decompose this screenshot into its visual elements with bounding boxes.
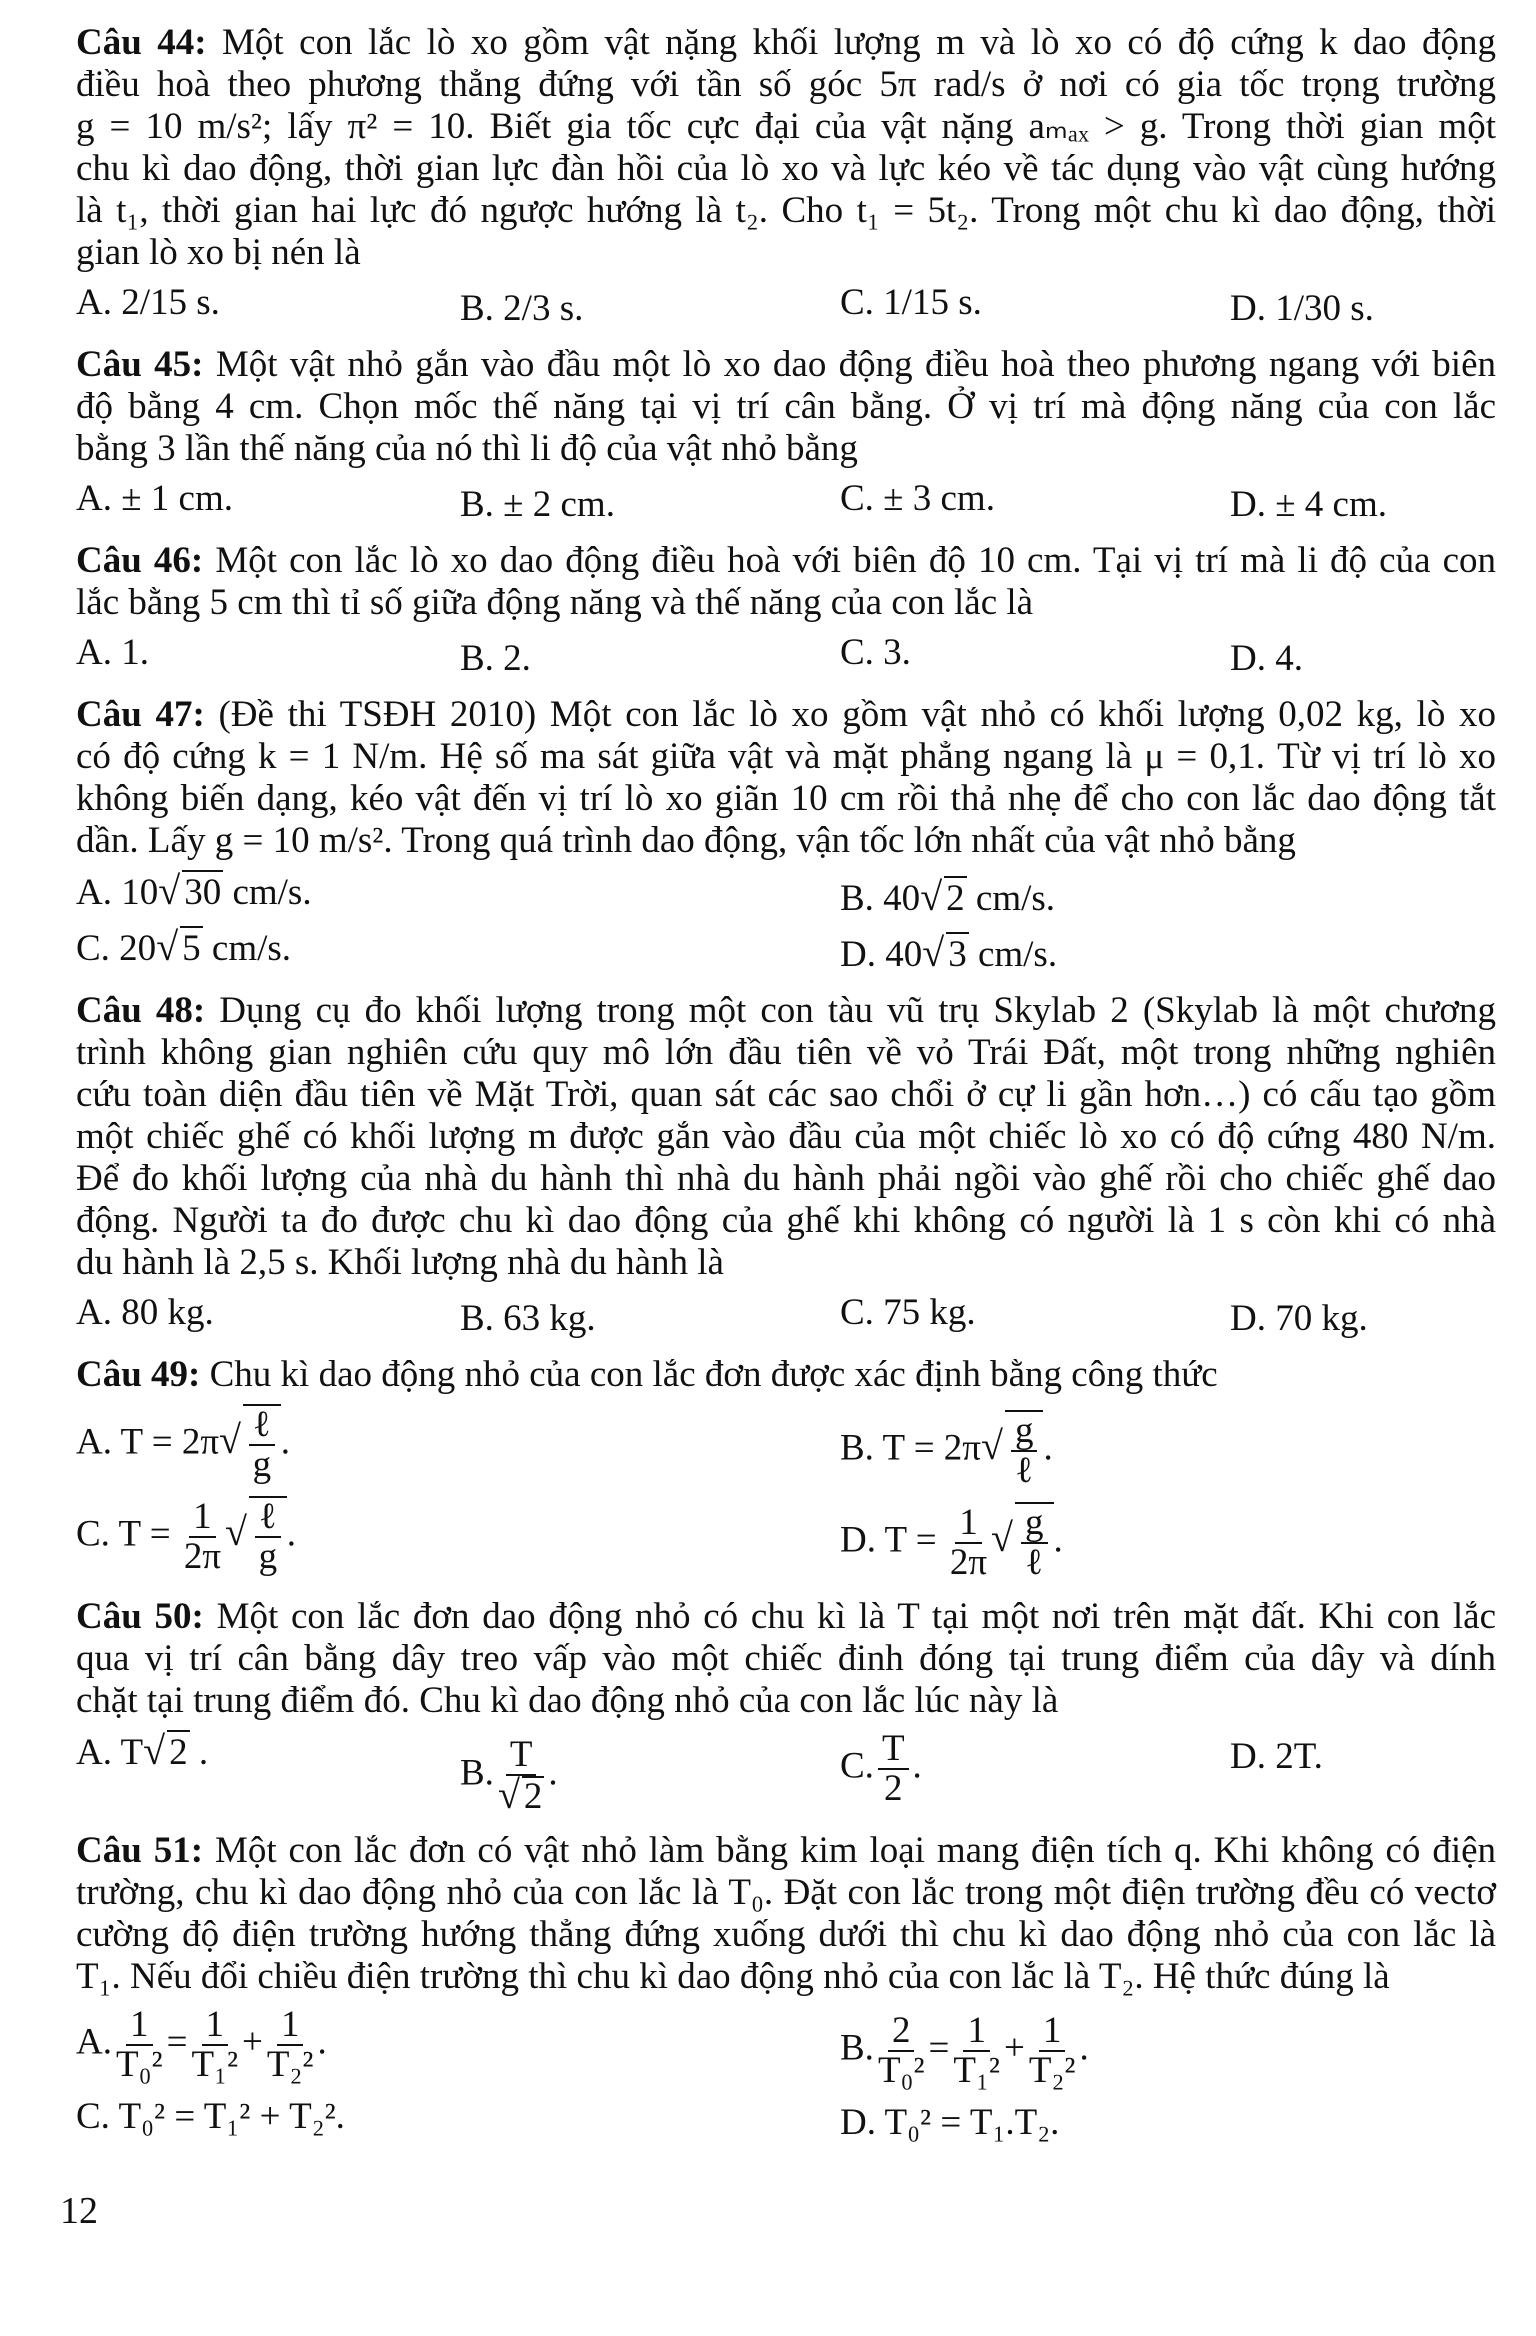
option-text: D. 1/30 s. — [1230, 288, 1374, 329]
answer-option-D[interactable] — [1230, 1298, 1368, 1340]
question-text: Chu kì dao động nhỏ của con lắc đơn được xác định bằng công thức — [209, 1354, 1218, 1395]
question-line — [76, 148, 1496, 190]
question-line — [76, 190, 1496, 232]
option-prefix: C. T₀² = T₁² + T₂². — [76, 2096, 345, 2137]
page-number: 12 — [60, 2190, 98, 2232]
answer-option-D[interactable] — [1230, 1736, 1323, 1778]
question-line — [76, 990, 1496, 1032]
fraction — [191, 2006, 238, 2084]
option-prefix: B. T = 2π — [840, 1427, 981, 1469]
question-text: Một con lắc lò xo gồm vật nặng khối lượng m và lò xo có độ cứng k dao động — [222, 22, 1496, 63]
numerator: T — [878, 1730, 909, 1770]
answer-option-C[interactable] — [76, 926, 291, 970]
option-text: A. ± 1 cm. — [76, 478, 233, 519]
numerator: g — [1011, 1412, 1038, 1452]
option-text: D. 4. — [1230, 638, 1303, 679]
denominator: 2π — [949, 1542, 988, 1583]
option-prefix: A. 10 — [76, 872, 159, 913]
question-line — [76, 64, 1496, 106]
question-text: Một con lắc đơn có vật nhỏ làm bằng kim loại mang điện tích q. Khi không có điện — [214, 1830, 1497, 1871]
question-line — [76, 22, 1496, 64]
option-text: A. 2/15 s. — [76, 282, 220, 323]
question-text: độ bằng 4 cm. Chọn mốc thế năng tại vị trí cân bằng. Ở vị trí mà động năng của con lắc — [76, 386, 1496, 427]
question-text: chặt tại trung điểm đó. Chu kì dao động nhỏ của con lắc lúc này là — [76, 1680, 1059, 1721]
option-text: C. ± 3 cm. — [840, 478, 995, 519]
question-text: Một vật nhỏ gắn vào đầu một lò xo dao động điều hoà theo phương ngang với biên — [215, 344, 1497, 385]
radicand: 5 — [182, 928, 201, 969]
denominator: T₂² — [1028, 2050, 1076, 2091]
option-suffix: cm/s. — [223, 872, 312, 913]
denominator — [884, 1770, 903, 1808]
question-text: (Đề thi TSĐH 2010) Một con lắc lò xo gồm vật nhỏ có khối lượng 0,02 kg, lò xo — [218, 694, 1496, 735]
question-label: Câu 47: — [76, 694, 205, 735]
denominator: T₀² — [115, 2044, 163, 2085]
fraction — [1021, 1504, 1048, 1582]
radicand — [1015, 1502, 1054, 1582]
question-text: điều hoà theo phương thẳng đứng với tần số góc 5π rad/s ở nơi có gia tốc trọng trường — [76, 64, 1496, 105]
question-text: Để đo khối lượng của nhà du hành thì nhà du hành phải ngồi vào ghế rồi cho chiếc ghế dao — [76, 1158, 1496, 1199]
denominator: 2π — [183, 1536, 221, 1577]
question-label: Câu 51: — [76, 1830, 204, 1871]
radicand — [249, 1496, 287, 1576]
option-text: B. 63 kg. — [460, 1298, 596, 1339]
answer-option-D[interactable] — [840, 2102, 1059, 2144]
radicand — [1005, 1410, 1044, 1490]
question-text: dần. Lấy g = 10 m/s². Trong quá trình dao động, vận tốc lớn nhất của vật nhỏ bằng — [76, 820, 1296, 861]
numerator: ℓ — [249, 1406, 275, 1446]
option-prefix: B. — [840, 2027, 874, 2069]
answer-option-A[interactable] — [76, 478, 233, 520]
radical-sign: √ — [158, 868, 181, 913]
radicand: 2 — [523, 1776, 543, 1817]
answer-option-D[interactable] — [1230, 484, 1387, 526]
numerator: 1 — [963, 2012, 990, 2052]
question-text: Một con lắc đơn dao động nhỏ có chu kì là T tại một nơi trên mặt đất. Khi con lắc — [216, 1596, 1497, 1637]
option-prefix: D. 40 — [840, 934, 923, 975]
denominator: T₀² — [877, 2050, 925, 2091]
question-text: cứu toàn diện đầu tiên về Mặt Trời, quan sát các sao chổi ở cự li gần hơn…) có cấu tạo gồm — [76, 1074, 1496, 1115]
question-46 — [76, 540, 1496, 624]
option-text: A. 1. — [76, 632, 149, 673]
question-text: qua vị trí cân bằng dây treo vấp vào một chiếc đinh đóng tại trung điểm của dây và dính — [76, 1638, 1496, 1679]
sqrt-fraction — [219, 1404, 281, 1485]
radicand: 2 — [169, 1732, 188, 1773]
radicand: 3 — [948, 934, 967, 975]
denominator: T₁² — [191, 2044, 239, 2085]
radical-sign: √ — [219, 1417, 241, 1463]
radical-sign: √ — [991, 1515, 1013, 1561]
question-text: có độ cứng k = 1 N/m. Hệ số ma sát giữa vật và mặt phẳng ngang là μ = 0,1. Từ vị trí lò xo — [76, 736, 1496, 777]
question-51 — [76, 1830, 1496, 1998]
fraction — [1011, 1412, 1038, 1490]
question-text: bằng 3 lần thế năng của nó thì li độ của vật nhỏ bằng — [76, 428, 858, 469]
fraction — [249, 1406, 275, 1484]
numerator: 1 — [1039, 2012, 1066, 2052]
option-prefix: A. T — [76, 1732, 144, 1773]
question-line — [76, 1956, 1496, 1998]
radical-sign: √ — [497, 1772, 520, 1817]
fraction — [184, 1498, 221, 1576]
question-line — [76, 540, 1496, 582]
answer-option-A[interactable] — [76, 632, 149, 674]
numerator: 2 — [888, 2012, 915, 2052]
question-line — [76, 1872, 1496, 1914]
option-text: C. 3. — [840, 632, 911, 673]
option-text: B. 2. — [460, 638, 531, 679]
question-label: Câu 45: — [76, 344, 204, 385]
denominator: g — [258, 1536, 278, 1577]
question-line — [76, 1638, 1496, 1680]
question-line — [76, 106, 1496, 148]
question-line — [76, 1200, 1496, 1242]
question-text: du hành là 2,5 s. Khối lượng nhà du hành là — [76, 1242, 724, 1283]
answer-option-D[interactable]: D. T = $\frac{1}{2\pi}$ √ $\frac{g}{\text{ℓ}}$ . — [840, 1502, 1063, 1583]
option-text: B. 2/3 s. — [460, 288, 584, 329]
answer-option-C[interactable] — [840, 632, 911, 674]
answer-option-A[interactable] — [76, 282, 220, 324]
question-line — [76, 1596, 1496, 1638]
radical-sign: √ — [920, 874, 943, 919]
answer-option-D[interactable] — [1230, 288, 1374, 330]
question-text: là t₁, thời gian hai lực đó ngược hướng là t₂. Cho t₁ = 5t₂. Trong một chu kì dao động, thời — [76, 190, 1496, 231]
radicand: 30 — [184, 872, 222, 913]
question-text: một chiếc ghế có khối lượng m được gắn vào đầu của một chiếc lò xo có độ cứng 480 N/m. — [76, 1116, 1496, 1157]
question-49 — [76, 1354, 1496, 1396]
option-prefix: D. T = — [840, 1519, 946, 1561]
option-text: C. 1/15 s. — [840, 282, 982, 323]
radical-sign: √ — [225, 1509, 247, 1555]
option-text: A. 80 kg. — [76, 1292, 214, 1333]
option-text: C. 75 kg. — [840, 1292, 976, 1333]
answer-option-C[interactable]: C. T = $\frac{1}{2\pi}$ √ $\frac{\text{ℓ}}{g}$ . — [76, 1496, 296, 1577]
question-line — [76, 778, 1496, 820]
question-47 — [76, 694, 1496, 862]
fraction — [878, 1730, 909, 1808]
question-text: Dụng cụ đo khối lượng trong một con tàu vũ trụ Skylab 2 (Skylab là một chương — [219, 990, 1496, 1031]
denominator — [497, 1772, 544, 1817]
question-line — [76, 1032, 1496, 1074]
answer-option-B[interactable] — [460, 484, 615, 526]
answer-option-B[interactable] — [460, 288, 583, 330]
answer-option-C[interactable]: C. $\frac{T}{2}$ . — [840, 1728, 922, 1809]
fraction — [953, 2012, 1000, 2090]
answer-option-D[interactable] — [840, 932, 1057, 976]
option-text: B. ± 2 cm. — [460, 484, 615, 525]
denominator-text: 2 — [883, 1768, 903, 1809]
question-line — [76, 1158, 1496, 1200]
question-text: trình không gian nghiên cứu quy mô lớn đầu tiên về vỏ Trái Đất, một trong những nghiên — [76, 1032, 1496, 1073]
radical-sign: √ — [156, 924, 179, 969]
question-44 — [76, 22, 1496, 274]
question-45 — [76, 344, 1496, 470]
fraction — [1029, 2012, 1076, 2090]
question-line — [76, 344, 1496, 386]
question-line — [76, 1354, 1496, 1396]
sqrt-fraction — [981, 1410, 1043, 1491]
question-line — [76, 582, 1496, 624]
denominator: ℓ — [1025, 1542, 1044, 1583]
option-prefix: D. T₀² = T₁.T₂. — [840, 2102, 1060, 2143]
question-label: Câu 50: — [76, 1596, 204, 1637]
option-prefix: C. — [840, 1745, 874, 1787]
answer-option-A[interactable]: A. $\frac{1}{\text{T₀²}}$ = $\frac{1}{\text{T₁²}}$ + $\frac{1}{\text{T₂²}}$ . — [76, 2004, 327, 2085]
question-line — [76, 1914, 1496, 1956]
option-suffix: cm/s. — [966, 878, 1056, 919]
sqrt-fraction — [991, 1502, 1053, 1583]
fraction — [255, 1498, 281, 1576]
sqrt-fraction — [225, 1496, 287, 1577]
option-text: D. 70 kg. — [1230, 1298, 1368, 1339]
question-line — [76, 1242, 1496, 1284]
question-text: lắc bằng 5 cm thì tỉ số giữa động năng và thế năng của con lắc là — [76, 582, 1034, 623]
answer-option-C[interactable] — [840, 282, 982, 324]
question-text: T₁. Nếu đổi chiều điện trường thì chu kì dao động nhỏ của con lắc là T₂. Hệ thức đúng là — [76, 1956, 1390, 1997]
question-text: không biến dạng, kéo vật đến vị trí lò xo giãn 10 cm rồi thả nhẹ để cho con lắc dao động tắt — [76, 778, 1496, 819]
option-text: D. ± 4 cm. — [1230, 484, 1387, 525]
fraction — [950, 1504, 987, 1582]
question-text: gian lò xo bị nén là — [76, 232, 361, 273]
numerator: g — [1021, 1504, 1048, 1544]
question-50 — [76, 1596, 1496, 1722]
question-text: cường độ điện trường hướng thẳng đứng xuống dưới thì chu kì dao động nhỏ của con lắc là — [76, 1914, 1496, 1955]
question-48 — [76, 990, 1496, 1284]
answer-option-B[interactable]: B. T = 2π√ $\frac{g}{\text{ℓ}}$ . — [840, 1410, 1053, 1491]
numerator: T — [506, 1736, 537, 1776]
fraction — [878, 2012, 925, 2090]
answer-option-A[interactable]: A. T = 2π√ $\frac{\text{ℓ}}{g}$ . — [76, 1404, 290, 1485]
option-prefix: C. 20 — [76, 928, 157, 969]
answer-option-A[interactable] — [76, 1292, 214, 1334]
fraction — [498, 1736, 544, 1816]
numerator: 1 — [126, 2006, 153, 2046]
option-prefix: C. T = — [76, 1513, 180, 1555]
answer-option-A[interactable]: A. T√ 2 . — [76, 1728, 209, 1773]
denominator: T₂² — [266, 2044, 314, 2085]
numerator: 1 — [277, 2006, 304, 2046]
numerator: ℓ — [255, 1498, 281, 1538]
numerator: 1 — [955, 1504, 982, 1544]
question-line — [76, 386, 1496, 428]
question-text: trường, chu kì dao động nhỏ của con lắc là T₀. Đặt con lắc trong một điện trường đều có vectơ — [76, 1872, 1496, 1913]
answer-option-C[interactable] — [840, 478, 995, 520]
answer-option-B[interactable]: B. $\frac{T}{√ 2}$ . — [460, 1734, 558, 1817]
radical-sign: √ — [981, 1423, 1003, 1469]
question-line — [76, 232, 1496, 274]
option-prefix: D. 2T. — [1230, 1736, 1323, 1777]
answer-option-B[interactable] — [840, 876, 1055, 920]
numerator: 1 — [189, 1498, 216, 1538]
radical-sign: √ — [922, 930, 945, 975]
answer-option-C[interactable] — [76, 2096, 345, 2138]
question-line — [76, 1116, 1496, 1158]
question-label: Câu 46: — [76, 540, 204, 581]
denominator: T₁² — [953, 2050, 1000, 2091]
question-text: g = 10 m/s²; lấy π² = 10. Biết gia tốc cực đại của vật nặng aₘₐₓ > g. Trong thời gian một — [76, 106, 1496, 147]
answer-option-D[interactable] — [1230, 638, 1303, 680]
question-line — [76, 694, 1496, 736]
numerator: 1 — [202, 2006, 229, 2046]
question-label: Câu 48: — [76, 990, 206, 1031]
question-label: Câu 49: — [76, 1354, 201, 1395]
answer-option-A[interactable] — [76, 870, 312, 914]
question-label: Câu 44: — [76, 22, 207, 63]
denominator: ℓ — [1015, 1450, 1034, 1491]
option-prefix: A. — [76, 2021, 112, 2063]
question-text: chu kì dao động, thời gian lực đàn hồi của lò xo và lực kéo về tác dụng vào vật cùng hướng — [76, 148, 1496, 189]
option-suffix: cm/s. — [202, 928, 292, 969]
radicand: 2 — [946, 878, 965, 919]
radicand — [243, 1404, 281, 1484]
question-line — [76, 428, 1496, 470]
fraction — [116, 2006, 163, 2084]
answer-option-B[interactable]: B. $\frac{2}{\text{T₀²}}$ = $\frac{1}{\text{T₁²}}$ + $\frac{1}{\text{T₂²}}$ . — [840, 2010, 1089, 2091]
answer-option-B[interactable] — [460, 1298, 596, 1340]
question-line — [76, 1074, 1496, 1116]
denominator: g — [252, 1444, 272, 1485]
option-prefix: B. — [460, 1752, 494, 1794]
question-line — [76, 1830, 1496, 1872]
radical-sign: √ — [143, 1728, 166, 1773]
question-line — [76, 820, 1496, 862]
question-line — [76, 736, 1496, 778]
question-text: Một con lắc lò xo dao động điều hoà với biên độ 10 cm. Tại vị trí mà li độ của con — [215, 540, 1497, 581]
question-text: động. Người ta đo được chu kì dao động của ghế khi không có người là 1 s còn khi có nhà — [76, 1200, 1496, 1241]
option-suffix: cm/s. — [968, 934, 1058, 975]
answer-option-B[interactable] — [460, 638, 531, 680]
fraction — [267, 2006, 314, 2084]
question-line — [76, 1680, 1496, 1722]
answer-option-C[interactable] — [840, 1292, 976, 1334]
option-prefix: A. T = 2π — [76, 1421, 220, 1463]
option-prefix: B. 40 — [840, 878, 921, 919]
